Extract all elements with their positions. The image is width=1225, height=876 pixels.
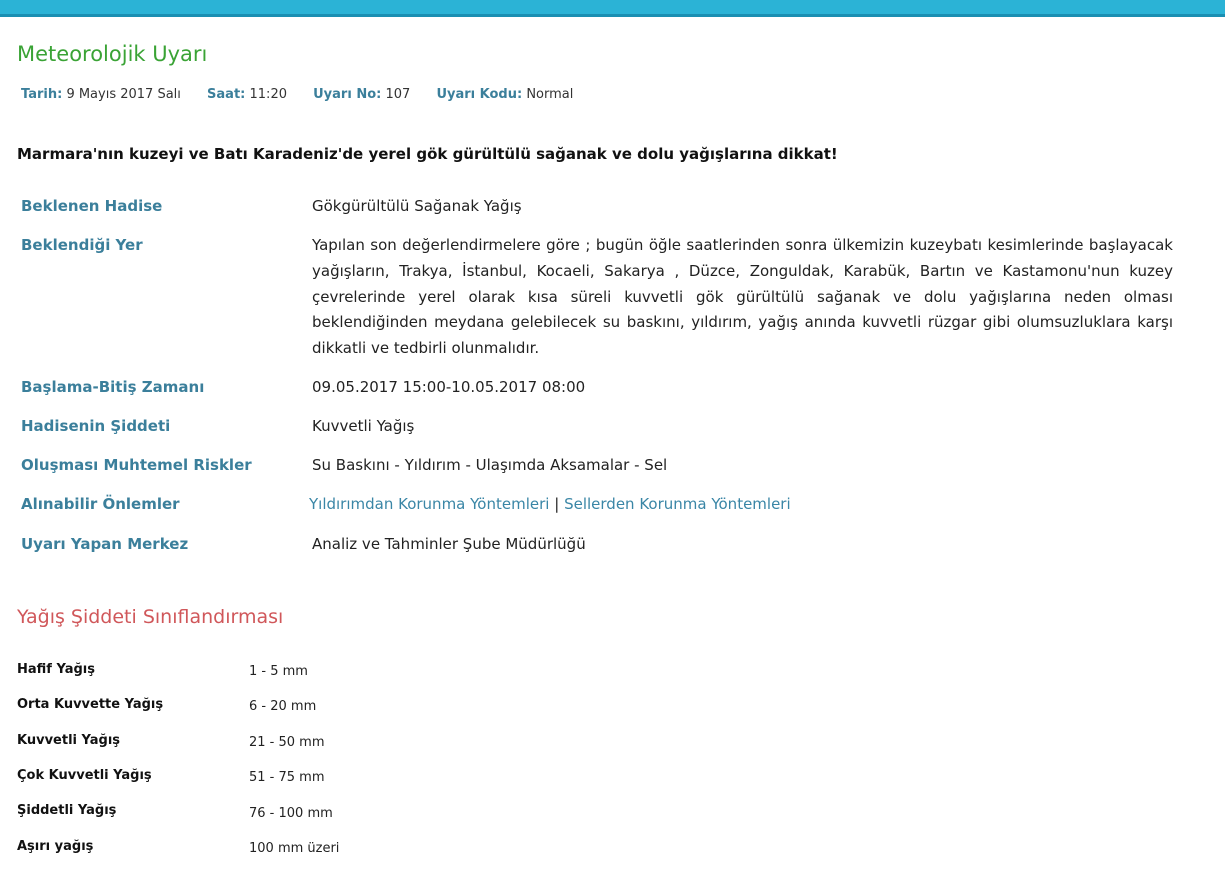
meta-date — [21, 87, 181, 102]
expected-event-label: Beklenen Hadise — [21, 197, 163, 215]
class-row-value: 76 - 100 mm — [249, 806, 333, 821]
start-end-label: Başlama-Bitiş Zamanı — [21, 378, 205, 396]
class-row-label: Çok Kuvvetli Yağış — [17, 768, 152, 783]
class-row-label: Kuvvetli Yağış — [17, 733, 121, 748]
meta-time-label: Saat: — [207, 87, 246, 102]
meta-time — [207, 87, 287, 102]
expected-place-value: Yapılan son değerlendirmelere göre ; bugün öğle saatlerinden sonra ülkemizin kuzeybatı kesimlerinde başlayacak yağışların, Trakya, İstanbul, Kocaeli, Sakarya , Düzce, Zonguldak, Karabük, Bartın ve Kastamonu'nun kuzey çevrelerinde yerel olarak kısa süreli kuvvetli gök gürültülü sağanak ve dolu yağışlarına neden olması beklendiğinden meydana gelebilecek su baskını, yıldırım, yağış anında kuvvetli rüzgar gibi olumsuzluklara karşı dikkatli ve tedbirli olunmalıdır. — [312, 236, 1173, 358]
meta-warning-code — [436, 87, 573, 102]
top-accent-bar — [0, 0, 1225, 17]
severity-value: Kuvvetli Yağış — [312, 417, 415, 435]
meta-warning-no-label: Uyarı No: — [313, 87, 382, 102]
severity-label: Hadisenin Şiddeti — [21, 417, 171, 435]
class-row-value: 1 - 5 mm — [249, 664, 308, 679]
start-end-value: 09.05.2017 15:00-10.05.2017 08:00 — [312, 378, 586, 396]
expected-place-label: Beklendiği Yer — [21, 236, 143, 254]
precautions-label: Alınabilir Önlemler — [21, 495, 180, 513]
center-label: Uyarı Yapan Merkez — [21, 535, 189, 553]
expected-event-value: Gökgürültülü Sağanak Yağış — [312, 197, 522, 215]
class-row-value: 51 - 75 mm — [249, 770, 325, 785]
links-separator: | — [554, 495, 560, 513]
meta-warning-no — [313, 87, 410, 102]
center-value: Analiz ve Tahminler Şube Müdürlüğü — [312, 535, 586, 553]
page-title: Meteorolojik Uyarı — [17, 42, 208, 66]
meta-date-value: 9 Mayıs 2017 Salı — [66, 87, 181, 102]
class-row-value: 100 mm üzeri — [249, 841, 340, 856]
class-row-label: Şiddetli Yağış — [17, 803, 117, 818]
warning-meta — [21, 87, 595, 102]
meta-date-label: Tarih: — [21, 87, 63, 102]
class-row-label: Orta Kuvvette Yağış — [17, 697, 164, 712]
meta-warning-no-value: 107 — [385, 87, 411, 102]
meta-warning-code-value: Normal — [526, 87, 574, 102]
class-row-label: Aşırı yağış — [17, 839, 94, 854]
class-row-label: Hafif Yağış — [17, 662, 95, 677]
flood-protection-link[interactable]: Sellerden Korunma Yöntemleri — [564, 495, 791, 513]
lightning-protection-link[interactable]: Yıldırımdan Korunma Yöntemleri — [309, 495, 550, 513]
classification-title: Yağış Şiddeti Sınıflandırması — [17, 606, 284, 628]
class-row-value: 21 - 50 mm — [249, 735, 325, 750]
meta-warning-code-label: Uyarı Kodu: — [436, 87, 523, 102]
risks-value: Su Baskını - Yıldırım - Ulaşımda Aksamalar - Sel — [312, 456, 668, 474]
meta-time-value: 11:20 — [249, 87, 287, 102]
class-row-value: 6 - 20 mm — [249, 699, 317, 714]
warning-headline: Marmara'nın kuzeyi ve Batı Karadeniz'de yerel gök gürültülü sağanak ve dolu yağışlarına dikkat! — [17, 145, 838, 163]
precautions-value — [309, 492, 1170, 518]
risks-label: Oluşması Muhtemel Riskler — [21, 456, 252, 474]
